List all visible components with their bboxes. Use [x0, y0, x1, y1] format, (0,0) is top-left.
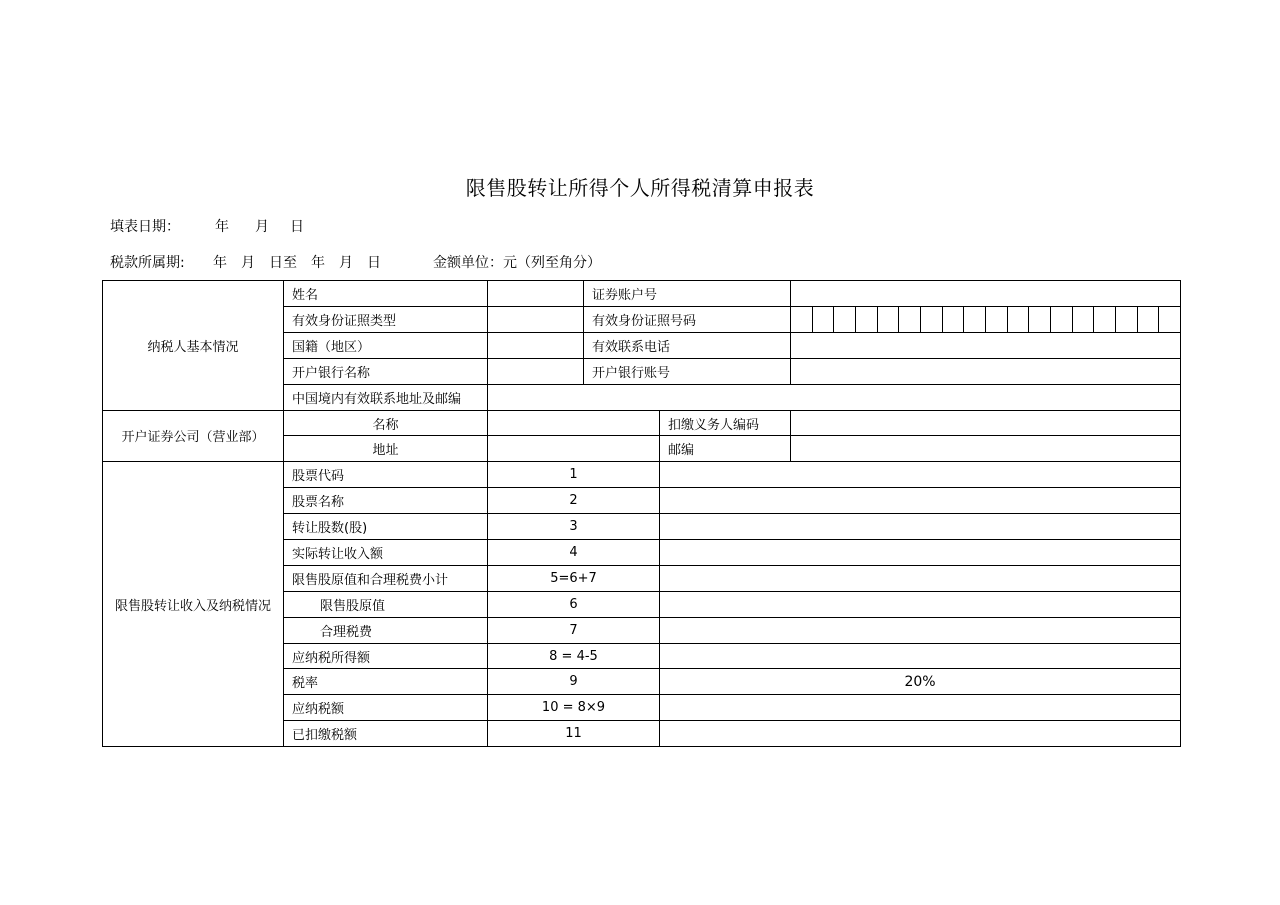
fill-date-label: 填表日期：	[110, 219, 180, 235]
id-digit-box[interactable]	[855, 307, 877, 332]
item-line-code: 9	[488, 669, 660, 695]
item-value-field[interactable]	[660, 695, 1181, 721]
id-digit-box[interactable]	[963, 307, 985, 332]
withholder-code-field[interactable]	[791, 410, 1181, 436]
item-line-code: 7	[488, 617, 660, 643]
address-field[interactable]	[488, 384, 1181, 410]
item-label: 应纳税所得额	[284, 643, 488, 669]
securities-account-field[interactable]	[791, 281, 1181, 307]
id-digit-box[interactable]	[1115, 307, 1137, 332]
company-address-field[interactable]	[488, 436, 660, 462]
item-label: 税率	[284, 669, 488, 695]
item-line-code: 6	[488, 591, 660, 617]
name-field[interactable]	[488, 281, 584, 307]
section-transfer-income-label: 限售股转让收入及纳税情况	[103, 462, 284, 747]
item-value-field[interactable]: 20%	[660, 669, 1181, 695]
table-row	[103, 410, 1181, 436]
fill-date-day: 日	[290, 219, 304, 235]
item-line-code: 10 = 8×9	[488, 695, 660, 721]
bank-name-label: 开户银行名称	[284, 358, 488, 384]
amount-unit: 金额单位：元（列至角分）	[433, 255, 601, 271]
phone-label: 有效联系电话	[584, 332, 791, 358]
item-line-code: 2	[488, 488, 660, 514]
tax-period-range: 年 月 日至 年 月 日	[213, 255, 381, 271]
id-type-label: 有效身份证照类型	[284, 306, 488, 332]
item-value-field[interactable]	[660, 617, 1181, 643]
id-type-field[interactable]	[488, 306, 584, 332]
item-value-field[interactable]	[660, 591, 1181, 617]
id-digit-box[interactable]	[985, 307, 1007, 332]
postcode-field[interactable]	[791, 436, 1181, 462]
id-digit-box[interactable]	[791, 307, 812, 332]
item-label: 股票代码	[284, 462, 488, 488]
item-line-code: 5=6+7	[488, 565, 660, 591]
item-value-field[interactable]	[660, 721, 1181, 747]
phone-field[interactable]	[791, 332, 1181, 358]
item-label: 合理税费	[284, 617, 488, 643]
item-value-field[interactable]	[660, 565, 1181, 591]
id-digit-box[interactable]	[1158, 307, 1180, 332]
item-label: 股票名称	[284, 488, 488, 514]
item-label: 实际转让收入额	[284, 540, 488, 566]
id-digit-box[interactable]	[1137, 307, 1159, 332]
id-digit-box[interactable]	[1072, 307, 1094, 332]
table-row	[103, 281, 1181, 307]
table-row	[103, 462, 1181, 488]
form-title: 限售股转让所得个人所得税清算申报表	[465, 176, 815, 200]
postcode-label: 邮编	[660, 436, 791, 462]
tax-period-label: 税款所属期:	[110, 255, 185, 271]
item-value-field[interactable]	[660, 540, 1181, 566]
withholder-code-label: 扣缴义务人编码	[660, 410, 791, 436]
item-label: 转让股数(股)	[284, 514, 488, 540]
securities-account-label: 证券账户号	[584, 281, 791, 307]
id-digit-box[interactable]	[833, 307, 855, 332]
item-value-field[interactable]	[660, 488, 1181, 514]
id-digit-box[interactable]	[1028, 307, 1050, 332]
id-digit-box[interactable]	[1050, 307, 1072, 332]
item-line-code: 11	[488, 721, 660, 747]
item-value-field[interactable]	[660, 514, 1181, 540]
declaration-table	[102, 280, 1181, 747]
bank-account-field[interactable]	[791, 358, 1181, 384]
id-digit-box[interactable]	[898, 307, 920, 332]
id-digit-box[interactable]	[877, 307, 899, 332]
section-securities-company-label: 开户证券公司（营业部）	[103, 410, 284, 462]
name-label: 姓名	[284, 281, 488, 307]
company-name-field[interactable]	[488, 410, 660, 436]
bank-name-field[interactable]	[488, 358, 584, 384]
id-digit-box[interactable]	[1093, 307, 1115, 332]
id-number-digit-boxes[interactable]	[791, 307, 1180, 332]
item-value-field[interactable]	[660, 643, 1181, 669]
item-line-code: 8 = 4-5	[488, 643, 660, 669]
id-number-label: 有效身份证照号码	[584, 306, 791, 332]
company-name-label: 名称	[284, 410, 488, 436]
item-line-code: 4	[488, 540, 660, 566]
nationality-field[interactable]	[488, 332, 584, 358]
item-value-field[interactable]	[660, 462, 1181, 488]
item-label: 应纳税额	[284, 695, 488, 721]
address-label: 中国境内有效联系地址及邮编	[284, 384, 488, 410]
item-label: 已扣缴税额	[284, 721, 488, 747]
fill-date-year: 年	[215, 219, 229, 235]
item-label: 限售股原值	[284, 591, 488, 617]
company-address-label: 地址	[284, 436, 488, 462]
section-taxpayer-info-label: 纳税人基本情况	[103, 281, 284, 411]
item-line-code: 1	[488, 462, 660, 488]
id-number-field[interactable]	[791, 306, 1181, 332]
fill-date-month: 月	[255, 219, 269, 235]
item-line-code: 3	[488, 514, 660, 540]
id-digit-box[interactable]	[920, 307, 942, 332]
bank-account-label: 开户银行账号	[584, 358, 791, 384]
item-label: 限售股原值和合理税费小计	[284, 565, 488, 591]
id-digit-box[interactable]	[942, 307, 964, 332]
nationality-label: 国籍（地区）	[284, 332, 488, 358]
id-digit-box[interactable]	[812, 307, 834, 332]
id-digit-box[interactable]	[1007, 307, 1029, 332]
